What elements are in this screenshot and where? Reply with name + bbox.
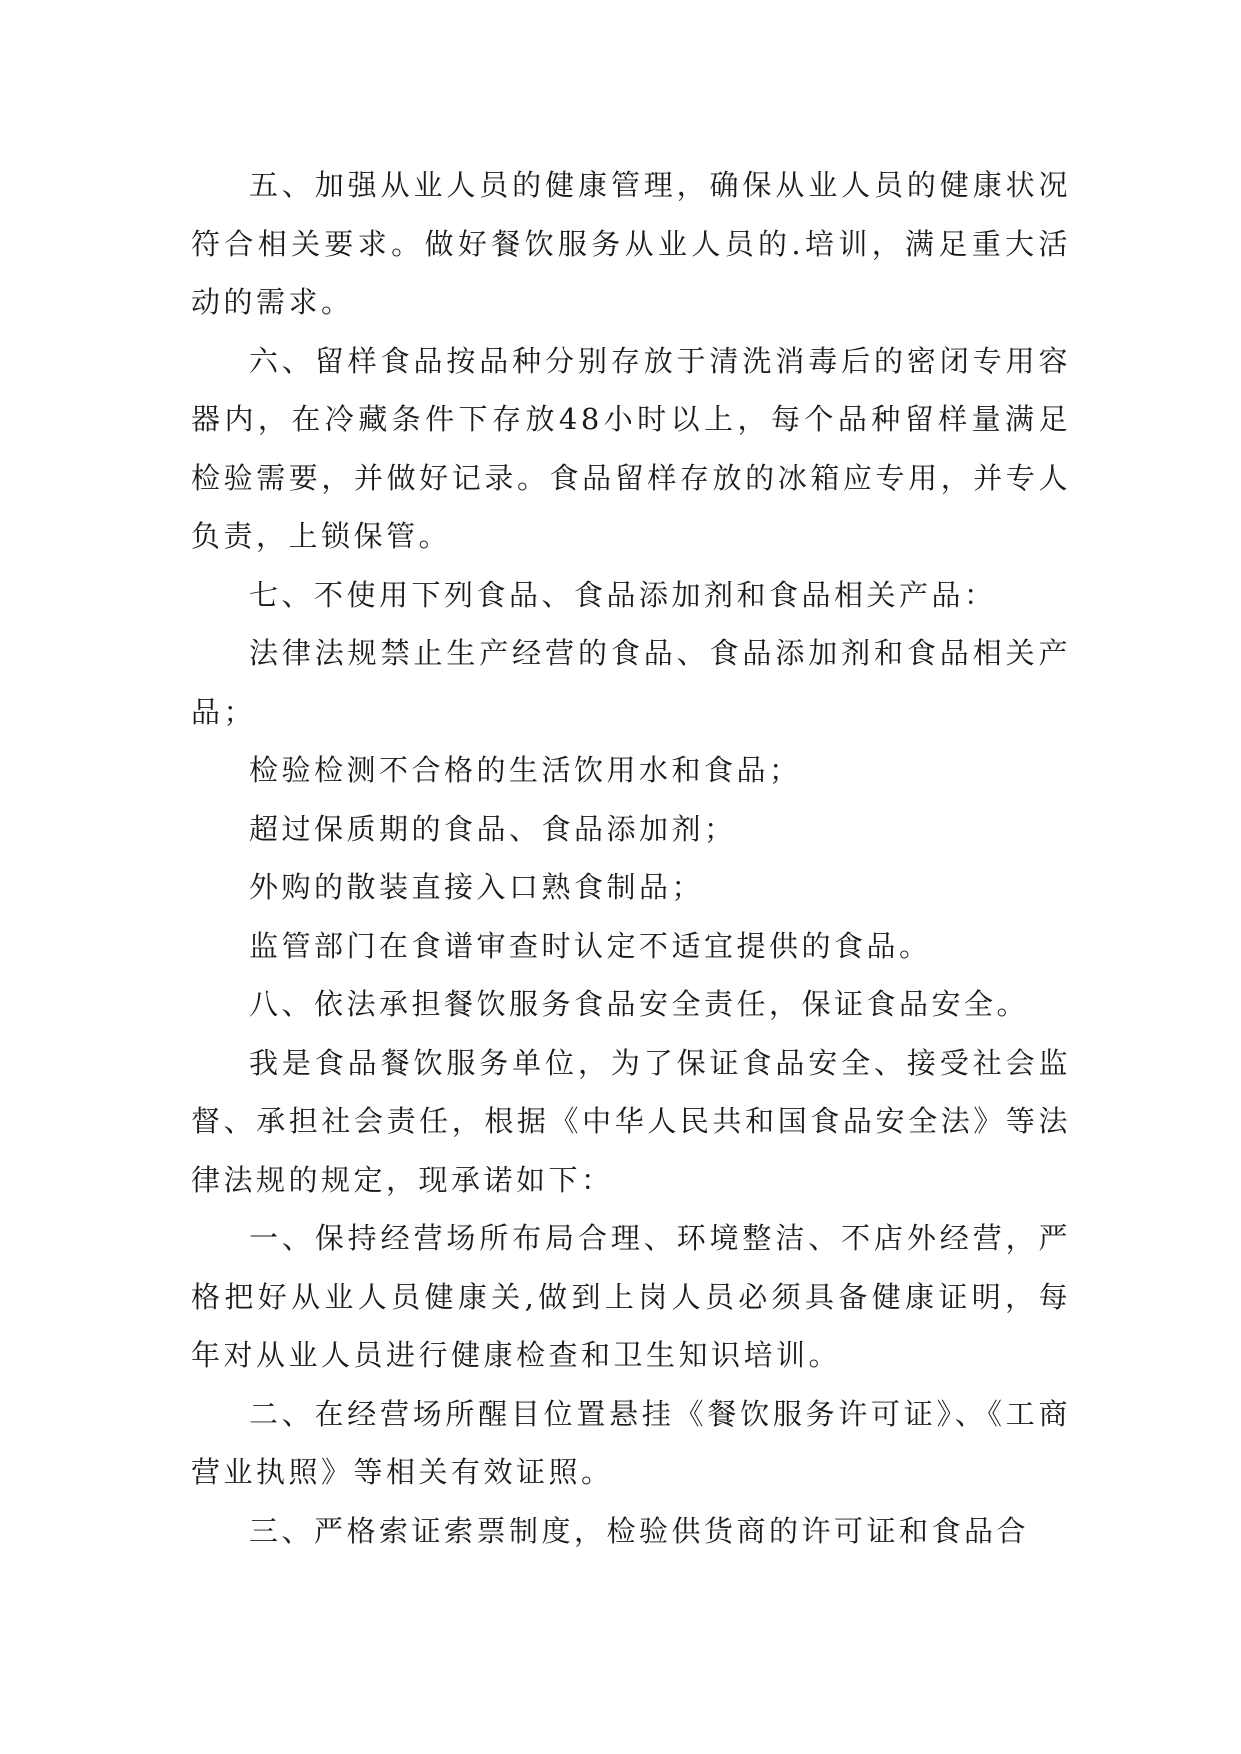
paragraph-prohibited-item-5: 监管部门在食谱审查时认定不适宜提供的食品。 bbox=[249, 928, 932, 963]
paragraph-prohibited-item-1: 法律法规禁止生产经营的食品、食品添加剂和食品相关产品； bbox=[191, 636, 1071, 729]
paragraph-legal-responsibility: 八、依法承担餐饮服务食品安全责任，保证食品安全。 bbox=[249, 987, 1030, 1021]
paragraph-commitment-intro: 我是食品餐饮服务单位，为了保证食品安全、接受社会监督、承担社会责任，根据《中华人民共和国食品安全法》等法律法规的规定，现承诺如下： bbox=[191, 1045, 1071, 1197]
paragraph-commitment-3: 三、严格索证索票制度，检验供货商的许可证和食品合 bbox=[249, 1513, 1030, 1548]
paragraph-prohibited-item-4: 外购的散装直接入口熟食制品； bbox=[249, 870, 705, 904]
paragraph-commitment-2: 二、在经营场所醒目位置悬挂《餐饮服务许可证》、《工商营业执照》等相关有效证照。 bbox=[191, 1396, 1071, 1489]
paragraph-prohibited-item-2: 检验检测不合格的生活饮用水和食品； bbox=[249, 753, 802, 787]
paragraph-health-management: 五、加强从业人员的健康管理，确保从业人员的健康状况符合相关要求。做好餐饮服务从业人员的.培训，满足重大活动的需求。 bbox=[191, 168, 1071, 319]
paragraph-food-sample-retention: 六、留样食品按品种分别存放于清洗消毒后的密闭专用容器内，在冷藏条件下存放48小时以上，每个品种留样量满足检验需要，并做好记录。食品留样存放的冰箱应专用，并专人负责，上锁保管。 bbox=[191, 343, 1071, 553]
paragraph-prohibited-item-3: 超过保质期的食品、食品添加剂； bbox=[249, 811, 737, 846]
paragraph-prohibited-items-heading: 七、不使用下列食品、食品添加剂和食品相关产品： bbox=[249, 577, 997, 612]
document-body bbox=[191, 156, 1071, 1560]
paragraph-commitment-1: 一、保持经营场所布局合理、环境整洁、不店外经营，严格把好从业人员健康关,做到上岗人员必须具备健康证明，每年对从业人员进行健康检查和卫生知识培训。 bbox=[191, 1221, 1071, 1372]
